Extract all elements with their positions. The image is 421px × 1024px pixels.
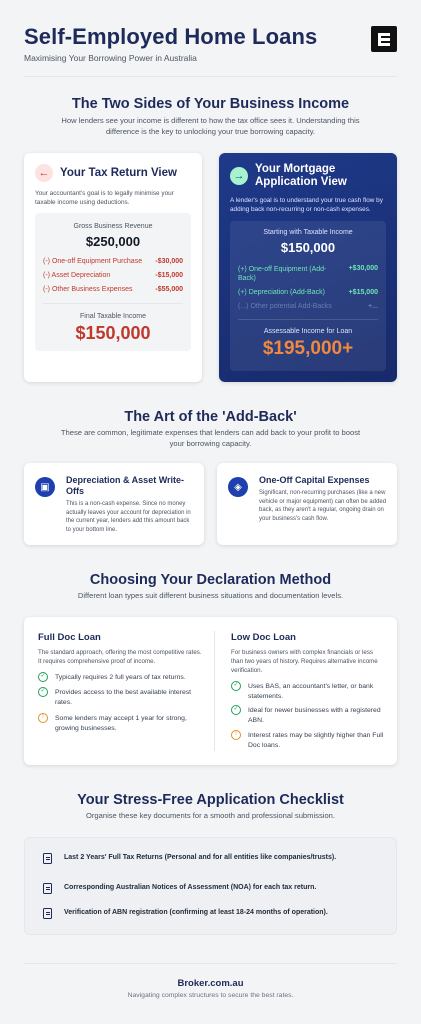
list-item: ✓ Ideal for newer businesses with a registered ABN. bbox=[231, 706, 386, 725]
checklist-item: Verification of ABN registration (confirming at least 18-24 months of operation). bbox=[43, 908, 383, 919]
mortgage-breakdown-panel bbox=[230, 221, 386, 371]
panel-divider bbox=[238, 319, 378, 320]
addback-card-capital bbox=[217, 463, 397, 545]
page-subtitle: Maximising Your Borrowing Power in Australia bbox=[24, 53, 197, 63]
info-circle-icon: ! bbox=[231, 730, 241, 740]
info-circle-icon: ! bbox=[38, 713, 48, 723]
tag-icon: ◈ bbox=[228, 477, 248, 497]
tax-return-card bbox=[24, 153, 202, 382]
mortgage-card-title: Your Mortgage Application View bbox=[255, 163, 347, 188]
start-value: $150,000 bbox=[280, 240, 336, 255]
two-sides-title: The Two Sides of Your Business Income bbox=[71, 96, 350, 112]
declaration-card bbox=[24, 617, 397, 765]
checklist-title: Your Stress-Free Application Checklist bbox=[77, 792, 344, 808]
deduction-row: (-) Asset Depreciation -$15,000 bbox=[43, 272, 183, 279]
gross-value: $250,000 bbox=[85, 234, 141, 249]
checklist-item: Last 2 Years' Full Tax Returns (Personal and for all entities like companies/trusts). bbox=[43, 853, 373, 864]
addback-card-text: This is a non-cash expense. Since no money actually leaves your account for depreciation in the current year, lenders add this amount back to your bottom line. bbox=[66, 501, 191, 533]
tax-breakdown-panel bbox=[35, 213, 191, 351]
assessable-value: $195,000+ bbox=[262, 338, 354, 359]
file-icon bbox=[43, 883, 52, 894]
mortgage-view-card bbox=[219, 153, 397, 382]
final-taxable-value: $150,000 bbox=[75, 323, 151, 343]
gross-label: Gross Business Revenue bbox=[73, 223, 153, 230]
document-icon bbox=[43, 853, 52, 864]
full-doc-description: The standard approach, offering the most competitive rates. It requires comprehensive proof of income. bbox=[38, 649, 202, 665]
footer-brand: Broker.com.au bbox=[177, 978, 244, 989]
addback-row: (+) Depreciation (Add-Back) +$15,000 bbox=[238, 289, 378, 296]
cube-icon: ▣ bbox=[35, 477, 55, 497]
list-item: ✓ Provides access to the best available interest rates. bbox=[38, 688, 203, 707]
list-item: ✓ Typically requires 2 full years of tax returns. bbox=[38, 673, 203, 683]
check-circle-icon: ✓ bbox=[38, 672, 48, 682]
checklist-description: Organise these key documents for a smooth and professional submission. bbox=[85, 811, 336, 820]
list-item: ! Some lenders may accept 1 year for strong, growing businesses. bbox=[38, 714, 203, 733]
page-header bbox=[24, 24, 397, 74]
footer-divider bbox=[24, 963, 397, 964]
checklist-panel bbox=[24, 837, 397, 935]
panel-divider bbox=[43, 303, 183, 304]
deduction-row: (-) Other Business Expenses -$55,000 bbox=[43, 286, 183, 293]
full-doc-title: Full Doc Loan bbox=[38, 632, 101, 643]
start-label: Starting with Taxable Income bbox=[263, 229, 353, 236]
clipboard-icon bbox=[43, 908, 52, 919]
low-doc-title: Low Doc Loan bbox=[231, 632, 296, 643]
two-sides-description: How lenders see your income is different to how the tax office sees it. Understanding this difference is the key to unlocking your true borrowing capacity. bbox=[61, 116, 360, 136]
addback-title: The Art of the 'Add-Back' bbox=[124, 409, 297, 425]
check-circle-icon: ✓ bbox=[231, 681, 241, 691]
declaration-title: Choosing Your Declaration Method bbox=[89, 572, 332, 588]
tax-card-description: Your accountant's goal is to legally minimise your taxable income using deductions. bbox=[35, 190, 174, 206]
checklist-item: Corresponding Australian Notices of Assessment (NOA) for each tax return. bbox=[43, 883, 373, 894]
deduction-row: (-) One-off Equipment Purchase -$30,000 bbox=[43, 258, 183, 265]
addback-row: (...) Other potential Add-Backs +... bbox=[238, 303, 378, 310]
addback-card-title: One-Off Capital Expenses bbox=[259, 475, 370, 485]
page-title: Self-Employed Home Loans bbox=[24, 24, 318, 49]
low-doc-description: For business owners with complex financials or less than two years of history. Requires alternative income verification. bbox=[231, 649, 378, 674]
check-circle-icon: ✓ bbox=[38, 687, 48, 697]
check-circle-icon: ✓ bbox=[231, 705, 241, 715]
declaration-description: Different loan types suit different business situations and documentation levels. bbox=[77, 591, 344, 600]
addback-row: (+) One-off Equipment (Add-Back) +$30,000 bbox=[238, 265, 378, 282]
list-item: ✓ Uses BAS, an accountant's letter, or bank statements. bbox=[231, 682, 386, 701]
tax-card-title: Your Tax Return View bbox=[60, 167, 177, 179]
final-taxable-label: Final Taxable Income bbox=[79, 313, 147, 320]
list-item: ! Interest rates may be slightly higher than Full Doc loans. bbox=[231, 731, 386, 750]
brand-logo-icon bbox=[371, 26, 397, 52]
arrow-left-icon: ← bbox=[35, 164, 53, 182]
addback-card-text: Significant, non-recurring purchases (like a new vehicle or major equipment) can often be added back, as they aren't a regular, ongoing drain on your business's cash flow. bbox=[259, 490, 387, 522]
footer-tagline: Navigating complex structures to secure the best rates. bbox=[127, 992, 294, 999]
addback-description: These are common, legitimate expenses that lenders can add back to your profit to boost your borrowing capacity. bbox=[60, 428, 361, 448]
addback-card-depreciation bbox=[24, 463, 204, 545]
mortgage-card-description: A lender's goal is to understand your true cash flow by adding back non-recurring or non-cash expenses. bbox=[230, 197, 383, 213]
column-divider bbox=[214, 631, 215, 751]
arrow-right-icon: → bbox=[230, 167, 248, 185]
addback-card-title: Depreciation & Asset Write-Offs bbox=[66, 475, 185, 496]
header-divider bbox=[24, 76, 397, 77]
assessable-label: Assessable Income for Loan bbox=[263, 328, 353, 335]
